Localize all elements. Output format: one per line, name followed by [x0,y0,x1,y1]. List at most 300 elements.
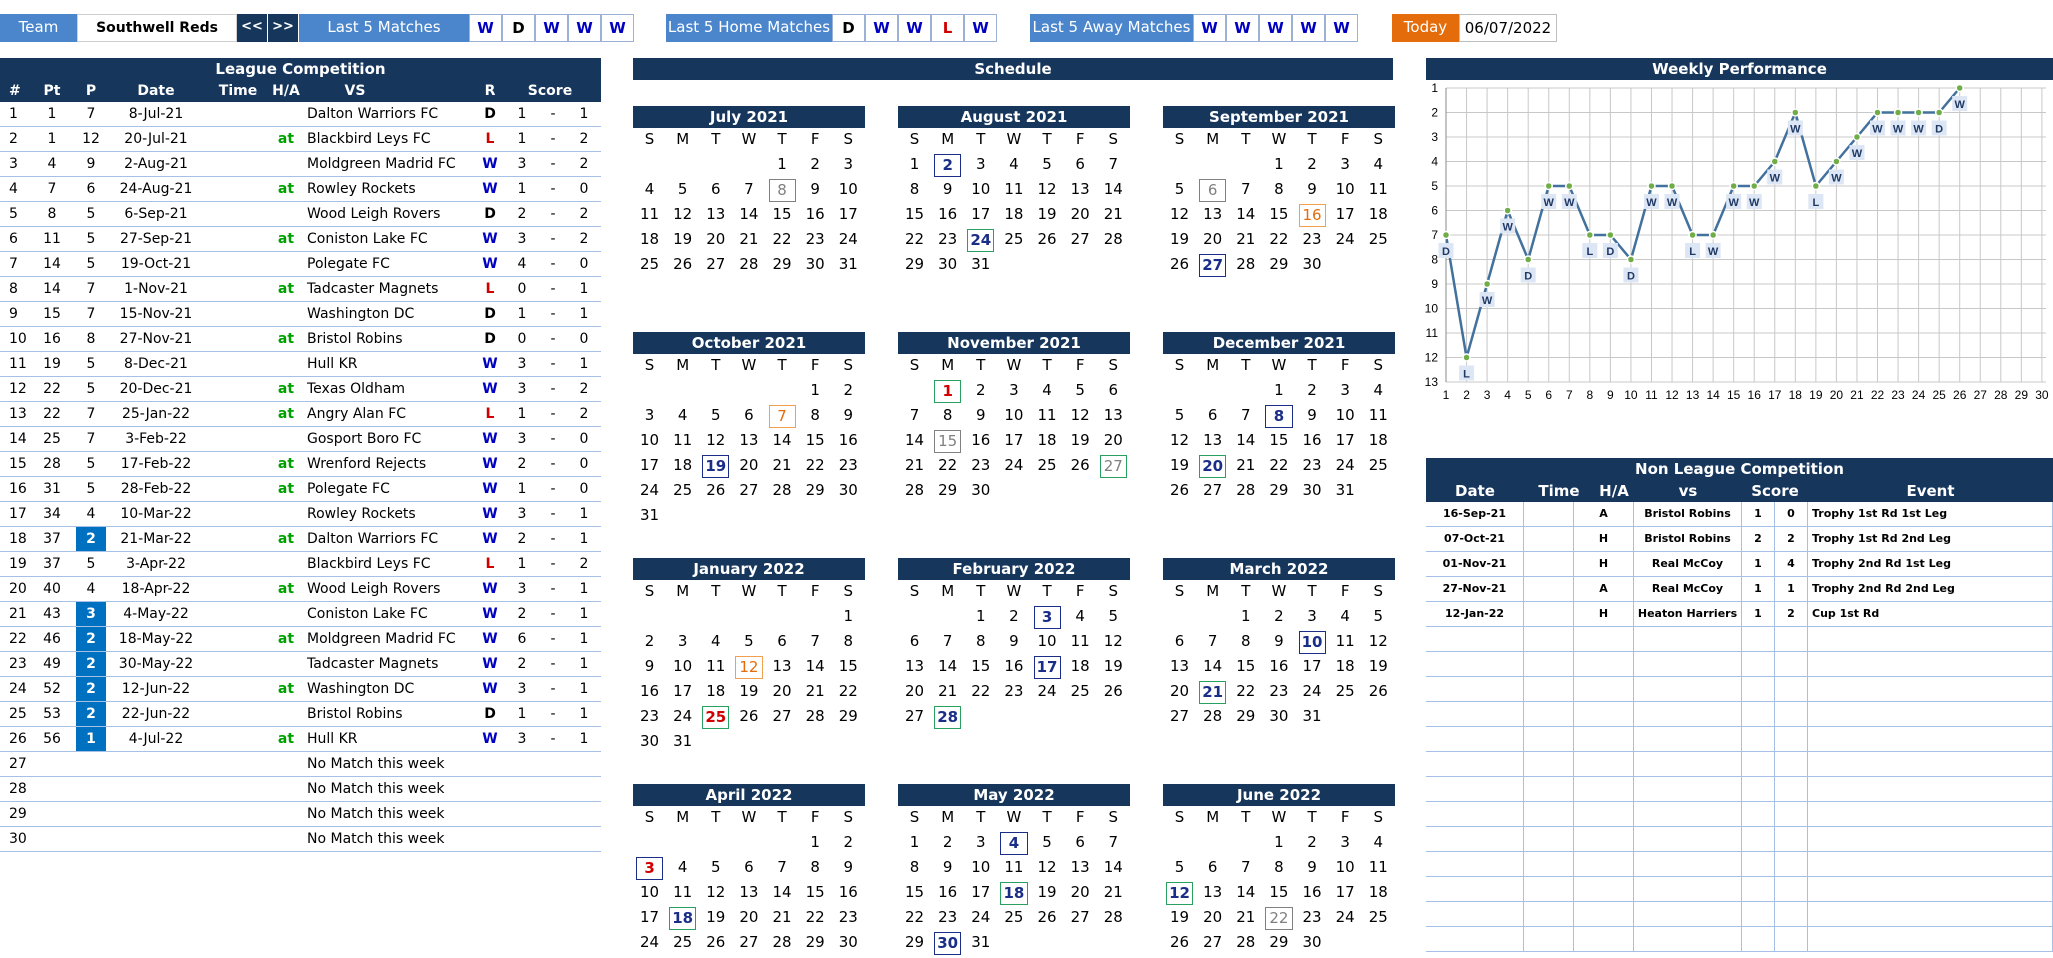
calendar-day[interactable]: 24 [1004,456,1024,474]
calendar-day[interactable]: 18 [1368,431,1388,449]
calendar-day[interactable]: 29 [1269,255,1289,273]
calendar-day[interactable]: 8 [810,406,820,424]
calendar-day[interactable]: 8 [769,179,796,202]
calendar-day[interactable]: 23 [805,230,825,248]
calendar-day[interactable]: 17 [1034,656,1061,679]
calendar-day[interactable]: 20 [706,230,726,248]
calendar-day[interactable]: 25 [673,933,693,951]
calendar-day[interactable]: 20 [1070,205,1090,223]
calendar-day[interactable]: 1 [976,607,986,625]
calendar-day[interactable]: 25 [673,481,693,499]
calendar-day[interactable]: 19 [1070,431,1090,449]
calendar-day[interactable]: 7 [777,858,787,876]
calendar-day[interactable]: 12 [1368,632,1388,650]
calendar-day[interactable]: 15 [905,883,925,901]
calendar-day[interactable]: 11 [1335,632,1355,650]
calendar-day[interactable]: 18 [706,682,726,700]
calendar-day[interactable]: 29 [905,255,925,273]
calendar-day[interactable]: 22 [1269,456,1289,474]
calendar-day[interactable]: 10 [971,180,991,198]
calendar-day[interactable]: 1 [934,380,961,403]
calendar-day[interactable]: 19 [1170,230,1190,248]
calendar-day[interactable]: 15 [838,657,858,675]
calendar-day[interactable]: 21 [938,682,958,700]
calendar-day[interactable]: 12 [1037,180,1057,198]
calendar-day[interactable]: 25 [1368,456,1388,474]
calendar-day[interactable]: 19 [673,230,693,248]
calendar-day[interactable]: 14 [1236,431,1256,449]
calendar-day[interactable]: 22 [838,682,858,700]
calendar-day[interactable]: 26 [673,255,693,273]
calendar-day[interactable]: 3 [1340,833,1350,851]
calendar-day[interactable]: 30 [934,932,961,955]
calendar-day[interactable]: 15 [1236,657,1256,675]
calendar-day[interactable]: 17 [640,456,660,474]
calendar-day[interactable]: 16 [838,883,858,901]
calendar-day[interactable]: 9 [976,406,986,424]
calendar-day[interactable]: 28 [772,481,792,499]
calendar-day[interactable]: 26 [739,707,759,725]
calendar-day[interactable]: 2 [843,833,854,851]
calendar-day[interactable]: 15 [1269,431,1289,449]
calendar-day[interactable]: 13 [1203,883,1223,901]
calendar-day[interactable]: 19 [1368,657,1388,675]
calendar-day[interactable]: 18 [1004,205,1024,223]
calendar-day[interactable]: 25 [1004,908,1024,926]
calendar-day[interactable]: 16 [1302,883,1322,901]
calendar-day[interactable]: 21 [1236,230,1256,248]
calendar-day[interactable]: 11 [1368,406,1388,424]
calendar-day[interactable]: 27 [1170,707,1190,725]
calendar-day[interactable]: 18 [669,907,696,930]
prev-team-button[interactable]: << [237,14,268,42]
calendar-day[interactable]: 7 [769,405,796,428]
calendar-day[interactable]: 5 [1042,155,1052,173]
calendar-day[interactable]: 24 [971,908,991,926]
calendar-day[interactable]: 27 [1100,455,1127,478]
calendar-day[interactable]: 17 [838,205,858,223]
calendar-day[interactable]: 10 [838,180,858,198]
calendar-day[interactable]: 24 [967,229,994,252]
calendar-day[interactable]: 6 [744,406,754,424]
calendar-day[interactable]: 21 [1236,456,1256,474]
calendar-day[interactable]: 17 [673,682,693,700]
calendar-day[interactable]: 18 [1000,882,1027,905]
calendar-day[interactable]: 8 [1241,632,1251,650]
calendar-day[interactable]: 12 [1166,882,1193,905]
calendar-day[interactable]: 22 [805,456,825,474]
calendar-day[interactable]: 30 [938,255,958,273]
calendar-day[interactable]: 24 [1037,682,1057,700]
calendar-day[interactable]: 29 [805,481,825,499]
calendar-day[interactable]: 4 [677,858,688,876]
calendar-day[interactable]: 14 [739,205,759,223]
calendar-day[interactable]: 27 [1070,908,1090,926]
calendar-day[interactable]: 6 [1075,155,1085,173]
calendar-day[interactable]: 24 [640,933,660,951]
calendar-day[interactable]: 19 [739,682,759,700]
calendar-day[interactable]: 29 [805,933,825,951]
calendar-day[interactable]: 11 [706,657,726,675]
calendar-day[interactable]: 4 [1042,381,1052,399]
calendar-day[interactable]: 21 [905,456,925,474]
calendar-day[interactable]: 19 [1037,205,1057,223]
calendar-day[interactable]: 4 [677,406,688,424]
calendar-day[interactable]: 25 [1368,908,1388,926]
calendar-day[interactable]: 30 [805,255,825,273]
calendar-day[interactable]: 21 [1103,883,1123,901]
calendar-day[interactable]: 27 [1070,230,1090,248]
calendar-day[interactable]: 13 [1203,431,1223,449]
calendar-day[interactable]: 7 [744,180,754,198]
calendar-day[interactable]: 20 [1203,230,1223,248]
calendar-day[interactable]: 21 [805,682,825,700]
calendar-day[interactable]: 9 [644,657,655,675]
calendar-day[interactable]: 13 [706,205,726,223]
calendar-day[interactable]: 14 [1103,180,1123,198]
calendar-day[interactable]: 31 [838,255,858,273]
calendar-day[interactable]: 26 [1170,255,1190,273]
calendar-day[interactable]: 9 [1009,632,1019,650]
calendar-day[interactable]: 9 [942,180,953,198]
calendar-day[interactable]: 20 [1070,883,1090,901]
calendar-day[interactable]: 5 [1042,833,1052,851]
calendar-day[interactable]: 23 [938,908,958,926]
calendar-day[interactable]: 1 [810,381,820,399]
calendar-day[interactable]: 22 [971,682,991,700]
calendar-day[interactable]: 23 [1302,456,1322,474]
calendar-day[interactable]: 26 [1103,682,1123,700]
calendar-day[interactable]: 14 [938,657,958,675]
calendar-day[interactable]: 1 [909,155,920,173]
calendar-day[interactable]: 21 [1236,908,1256,926]
calendar-day[interactable]: 30 [971,481,991,499]
calendar-day[interactable]: 17 [1335,883,1355,901]
calendar-day[interactable]: 16 [838,431,858,449]
calendar-day[interactable]: 29 [938,481,958,499]
calendar-day[interactable]: 28 [934,706,961,729]
calendar-day[interactable]: 20 [1170,682,1190,700]
calendar-day[interactable]: 23 [838,456,858,474]
calendar-day[interactable]: 24 [1335,230,1355,248]
calendar-day[interactable]: 8 [942,406,953,424]
calendar-day[interactable]: 27 [905,707,925,725]
calendar-day[interactable]: 23 [1004,682,1024,700]
calendar-day[interactable]: 26 [1170,933,1190,951]
calendar-day[interactable]: 11 [673,883,693,901]
calendar-day[interactable]: 10 [1335,406,1355,424]
calendar-day[interactable]: 17 [1335,431,1355,449]
calendar-day[interactable]: 18 [1335,657,1355,675]
calendar-day[interactable]: 28 [805,707,825,725]
calendar-day[interactable]: 16 [1004,657,1024,675]
calendar-day[interactable]: 28 [772,933,792,951]
calendar-day[interactable]: 1 [909,833,920,851]
calendar-day[interactable]: 4 [644,180,655,198]
calendar-day[interactable]: 15 [934,430,961,453]
calendar-day[interactable]: 2 [1307,155,1317,173]
next-team-button[interactable]: >> [268,14,299,42]
calendar-day[interactable]: 21 [739,230,759,248]
calendar-day[interactable]: 15 [1269,205,1289,223]
calendar-day[interactable]: 15 [905,205,925,223]
calendar-day[interactable]: 3 [1340,155,1350,173]
calendar-day[interactable]: 15 [805,431,825,449]
calendar-day[interactable]: 21 [1103,205,1123,223]
calendar-day[interactable]: 9 [843,406,854,424]
calendar-day[interactable]: 31 [640,506,660,524]
calendar-day[interactable]: 12 [706,431,726,449]
calendar-day[interactable]: 5 [711,858,721,876]
calendar-day[interactable]: 20 [1103,431,1123,449]
calendar-day[interactable]: 10 [640,431,660,449]
calendar-day[interactable]: 6 [744,858,754,876]
calendar-day[interactable]: 16 [938,883,958,901]
calendar-day[interactable]: 14 [905,431,925,449]
calendar-day[interactable]: 27 [739,481,759,499]
calendar-day[interactable]: 25 [1004,230,1024,248]
calendar-day[interactable]: 20 [772,682,792,700]
calendar-day[interactable]: 13 [1203,205,1223,223]
calendar-day[interactable]: 4 [1000,832,1027,855]
calendar-day[interactable]: 25 [1070,682,1090,700]
calendar-day[interactable]: 5 [1373,607,1384,625]
calendar-day[interactable]: 10 [1299,631,1326,654]
calendar-day[interactable]: 7 [1241,180,1251,198]
calendar-day[interactable]: 2 [1274,607,1284,625]
calendar-day[interactable]: 16 [1299,204,1326,227]
calendar-day[interactable]: 7 [909,406,920,424]
calendar-day[interactable]: 29 [1269,933,1289,951]
calendar-day[interactable]: 12 [1170,431,1190,449]
calendar-day[interactable]: 30 [640,732,660,750]
calendar-day[interactable]: 19 [1037,883,1057,901]
calendar-day[interactable]: 15 [971,657,991,675]
calendar-day[interactable]: 12 [1037,858,1057,876]
calendar-day[interactable]: 23 [971,456,991,474]
calendar-day[interactable]: 16 [1269,657,1289,675]
calendar-day[interactable]: 5 [1174,180,1185,198]
calendar-day[interactable]: 8 [1265,405,1292,428]
calendar-day[interactable]: 13 [1070,180,1090,198]
calendar-day[interactable]: 21 [772,908,792,926]
calendar-day[interactable]: 8 [1274,858,1284,876]
calendar-day[interactable]: 3 [1307,607,1317,625]
calendar-day[interactable]: 3 [1034,606,1061,629]
calendar-day[interactable]: 27 [772,707,792,725]
calendar-day[interactable]: 12 [706,883,726,901]
calendar-day[interactable]: 1 [843,607,854,625]
calendar-day[interactable]: 26 [1037,230,1057,248]
calendar-day[interactable]: 12 [1070,406,1090,424]
calendar-day[interactable]: 13 [772,657,792,675]
calendar-day[interactable]: 19 [1103,657,1123,675]
calendar-day[interactable]: 26 [706,933,726,951]
calendar-day[interactable]: 17 [1335,205,1355,223]
calendar-day[interactable]: 5 [1174,406,1185,424]
calendar-day[interactable]: 16 [805,205,825,223]
calendar-day[interactable]: 5 [744,632,754,650]
calendar-day[interactable]: 29 [772,255,792,273]
calendar-day[interactable]: 31 [971,933,991,951]
calendar-day[interactable]: 22 [905,230,925,248]
calendar-day[interactable]: 27 [1199,254,1226,277]
calendar-day[interactable]: 9 [1274,632,1284,650]
calendar-day[interactable]: 14 [805,657,825,675]
calendar-day[interactable]: 6 [1108,381,1119,399]
calendar-day[interactable]: 19 [706,908,726,926]
calendar-day[interactable]: 28 [1203,707,1223,725]
calendar-day[interactable]: 23 [1302,908,1322,926]
calendar-day[interactable]: 30 [1302,255,1322,273]
calendar-day[interactable]: 5 [711,406,721,424]
calendar-day[interactable]: 9 [1307,406,1317,424]
calendar-day[interactable]: 20 [1203,908,1223,926]
calendar-day[interactable]: 14 [1236,883,1256,901]
calendar-day[interactable]: 10 [1335,180,1355,198]
calendar-day[interactable]: 28 [1236,481,1256,499]
calendar-day[interactable]: 3 [636,857,663,880]
calendar-day[interactable]: 7 [1207,632,1218,650]
calendar-day[interactable]: 18 [673,456,693,474]
calendar-day[interactable]: 16 [640,682,660,700]
calendar-day[interactable]: 17 [1302,657,1322,675]
calendar-day[interactable]: 3 [677,632,688,650]
calendar-day[interactable]: 26 [706,481,726,499]
calendar-day[interactable]: 4 [711,632,721,650]
calendar-day[interactable]: 17 [971,205,991,223]
calendar-day[interactable]: 2 [644,632,655,650]
calendar-day[interactable]: 24 [640,481,660,499]
calendar-day[interactable]: 5 [1174,858,1185,876]
calendar-day[interactable]: 10 [1037,632,1057,650]
calendar-day[interactable]: 7 [1108,833,1119,851]
calendar-day[interactable]: 13 [739,431,759,449]
calendar-day[interactable]: 20 [1199,455,1226,478]
calendar-day[interactable]: 4 [1373,833,1384,851]
calendar-day[interactable]: 16 [938,205,958,223]
calendar-day[interactable]: 24 [1302,682,1322,700]
team-name-field[interactable]: Southwell Reds [77,14,237,42]
calendar-day[interactable]: 27 [1203,481,1223,499]
calendar-day[interactable]: 1 [810,833,820,851]
calendar-day[interactable]: 6 [777,632,787,650]
calendar-day[interactable]: 29 [1236,707,1256,725]
calendar-day[interactable]: 12 [735,656,762,679]
calendar-day[interactable]: 27 [1203,933,1223,951]
calendar-day[interactable]: 10 [971,858,991,876]
calendar-day[interactable]: 12 [1170,205,1190,223]
calendar-day[interactable]: 21 [1199,681,1226,704]
calendar-day[interactable]: 9 [843,858,854,876]
calendar-day[interactable]: 28 [1103,908,1123,926]
calendar-day[interactable]: 7 [942,632,953,650]
calendar-day[interactable]: 3 [1340,381,1350,399]
calendar-day[interactable]: 24 [838,230,858,248]
calendar-day[interactable]: 25 [702,706,729,729]
calendar-day[interactable]: 3 [976,155,986,173]
calendar-day[interactable]: 11 [1070,632,1090,650]
calendar-day[interactable]: 22 [905,908,925,926]
calendar-day[interactable]: 1 [777,155,787,173]
calendar-day[interactable]: 15 [772,205,792,223]
calendar-day[interactable]: 7 [1241,858,1251,876]
calendar-day[interactable]: 18 [1368,205,1388,223]
calendar-day[interactable]: 11 [673,431,693,449]
calendar-day[interactable]: 20 [739,456,759,474]
calendar-day[interactable]: 25 [1037,456,1057,474]
calendar-day[interactable]: 1 [1274,833,1284,851]
calendar-day[interactable]: 11 [1004,858,1024,876]
calendar-day[interactable]: 11 [1037,406,1057,424]
calendar-day[interactable]: 3 [843,155,854,173]
calendar-day[interactable]: 23 [1302,230,1322,248]
calendar-day[interactable]: 31 [673,732,693,750]
calendar-day[interactable]: 19 [1170,456,1190,474]
calendar-day[interactable]: 7 [1108,155,1119,173]
calendar-day[interactable]: 9 [942,858,953,876]
calendar-day[interactable]: 9 [810,180,820,198]
calendar-day[interactable]: 4 [1373,381,1384,399]
calendar-day[interactable]: 7 [810,632,820,650]
calendar-day[interactable]: 1 [1274,381,1284,399]
calendar-day[interactable]: 13 [905,657,925,675]
calendar-day[interactable]: 15 [805,883,825,901]
calendar-day[interactable]: 22 [805,908,825,926]
calendar-day[interactable]: 2 [934,154,961,177]
calendar-day[interactable]: 6 [1199,179,1226,202]
calendar-day[interactable]: 3 [644,406,655,424]
calendar-day[interactable]: 29 [838,707,858,725]
calendar-day[interactable]: 17 [1004,431,1024,449]
calendar-day[interactable]: 8 [976,632,986,650]
calendar-day[interactable]: 23 [838,908,858,926]
calendar-day[interactable]: 9 [1307,858,1317,876]
calendar-day[interactable]: 30 [838,933,858,951]
calendar-day[interactable]: 22 [772,230,792,248]
calendar-day[interactable]: 4 [1340,607,1350,625]
calendar-day[interactable]: 24 [1335,908,1355,926]
calendar-day[interactable]: 15 [1269,883,1289,901]
calendar-day[interactable]: 28 [1103,230,1123,248]
calendar-day[interactable]: 22 [1236,682,1256,700]
calendar-day[interactable]: 18 [1070,657,1090,675]
calendar-day[interactable]: 30 [1269,707,1289,725]
calendar-day[interactable]: 2 [843,381,854,399]
calendar-day[interactable]: 14 [1203,657,1223,675]
calendar-day[interactable]: 2 [1009,607,1019,625]
calendar-day[interactable]: 16 [1302,431,1322,449]
calendar-day[interactable]: 28 [1236,255,1256,273]
calendar-day[interactable]: 3 [1009,381,1019,399]
calendar-day[interactable]: 30 [838,481,858,499]
calendar-day[interactable]: 9 [1307,180,1317,198]
calendar-day[interactable]: 13 [1103,406,1123,424]
calendar-day[interactable]: 19 [1170,908,1190,926]
calendar-day[interactable]: 1 [1241,607,1251,625]
calendar-day[interactable]: 6 [711,180,721,198]
calendar-day[interactable]: 6 [1174,632,1185,650]
calendar-day[interactable]: 18 [1368,883,1388,901]
calendar-day[interactable]: 7 [1241,406,1251,424]
calendar-day[interactable]: 12 [1103,632,1123,650]
calendar-day[interactable]: 24 [673,707,693,725]
calendar-day[interactable]: 26 [1368,682,1388,700]
calendar-day[interactable]: 28 [1236,933,1256,951]
calendar-day[interactable]: 31 [971,255,991,273]
calendar-day[interactable]: 2 [1307,381,1317,399]
calendar-day[interactable]: 21 [772,456,792,474]
